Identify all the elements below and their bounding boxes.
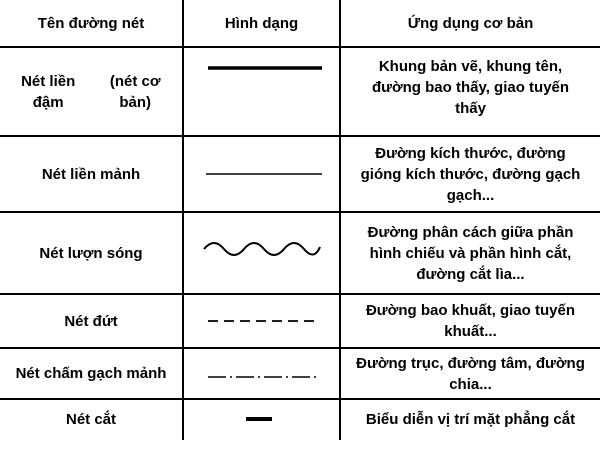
row-2-name [0, 137, 182, 211]
row-3-usage [341, 213, 600, 293]
row-6-usage [341, 400, 600, 438]
wavy-line-icon [184, 213, 339, 293]
header-usage: Ứng dụng cơ bản [407, 14, 534, 32]
row-6-name-line-1: Nét cắt [65, 410, 117, 428]
row-3-name [0, 213, 182, 293]
header-name: Tên đường nét [37, 14, 145, 32]
row-4-usage-line-2: khuất... [444, 323, 497, 340]
row-2-name-line-1: Nét liền mảnh [41, 165, 141, 183]
row-1-usage [341, 48, 600, 135]
row-4-name [0, 295, 182, 347]
row-2-usage-line-1: Đường kích thước, đường [375, 144, 566, 162]
row-1-usage-line-2: đường bao thấy, giao tuyến [371, 79, 570, 96]
row-3-name-line-1: Nét lượn sóng [39, 244, 143, 262]
row-1-usage-line-1: Khung bản vẽ, khung tên, [378, 58, 563, 75]
row-4-usage [341, 295, 600, 347]
thick-solid-line-icon [184, 48, 339, 135]
row-3-usage-line-3: đường cắt lìa... [416, 265, 525, 283]
row-5-usage-line-1: Đường trục, đường tâm, đường [356, 354, 585, 372]
row-5-name-line-1: Nét chấm gạch mảnh [15, 365, 167, 382]
row-6-name [0, 400, 182, 438]
section-line-icon [184, 400, 339, 438]
dashed-line-icon [184, 295, 339, 347]
row-1-name-line-1: Nét liền đậm [21, 72, 76, 111]
row-1-name-line-2: (nét cơ bản) [109, 72, 161, 111]
row-4-usage-line-1: Đường bao khuất, giao tuyến [365, 302, 576, 319]
row-2-usage-line-3: gạch... [446, 186, 495, 204]
row-5-name [0, 349, 182, 398]
row-1-name [0, 48, 182, 135]
thin-solid-line-icon [184, 137, 339, 211]
row-4-name-line-1: Nét đứt [64, 312, 118, 330]
row-2-usage-line-2: gióng kích thước, đường gạch [360, 165, 581, 183]
row-5-usage [341, 349, 600, 398]
row-1-usage-line-3: thấy [455, 100, 486, 117]
row-3-usage-line-2: hình chiếu và phần hình cắt, [369, 244, 572, 262]
row-5-usage-line-2: chia... [449, 375, 492, 393]
dash-dot-line-icon [184, 349, 339, 398]
row-3-usage-line-1: Đường phân cách giữa phần [367, 223, 574, 241]
header-shape: Hình dạng [224, 14, 299, 32]
row-2-usage [341, 137, 600, 211]
row-6-usage-line-1: Biểu diễn vị trí mặt phẳng cắt [365, 410, 576, 428]
